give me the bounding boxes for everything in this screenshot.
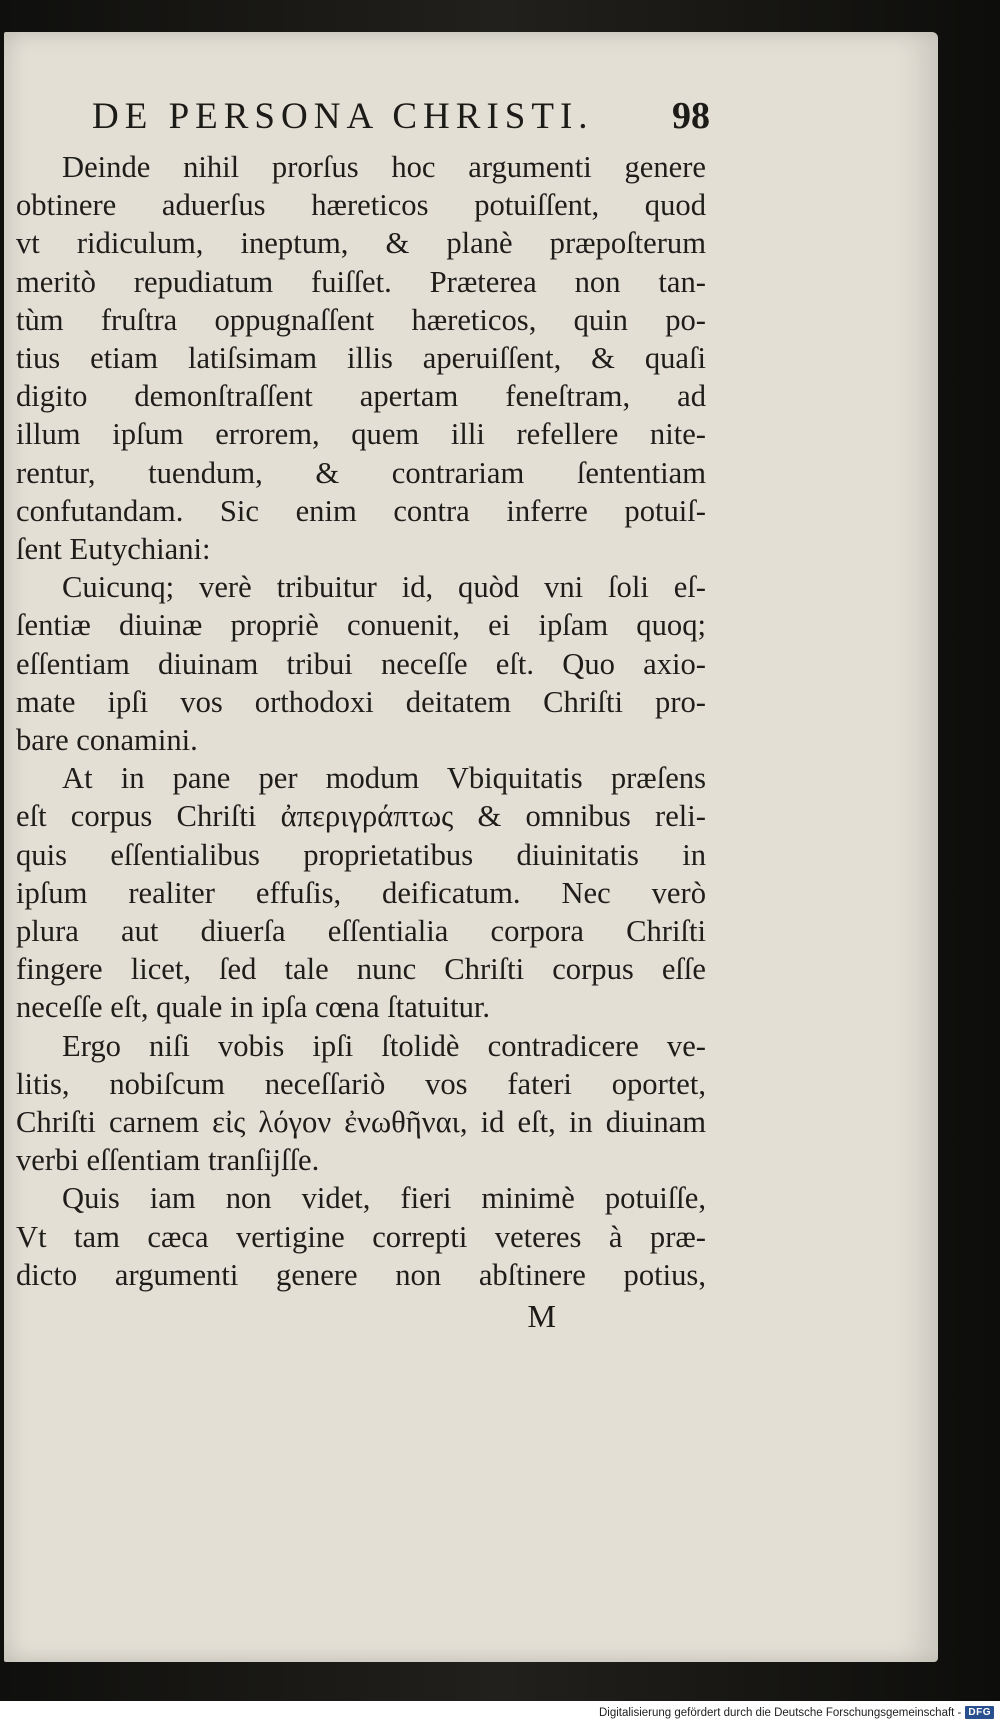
text-line: quis eſſentialibus proprietatibus diuinitatis in [16, 837, 706, 872]
text-line: ipſum realiter effuſis, deificatum. Nec verò [16, 875, 706, 910]
running-head: DE PERSONA CHRISTI. [92, 96, 594, 137]
folio-number: 98 [672, 95, 710, 137]
text-line: vt ridiculum, ineptum, & planè præpoſterum [16, 226, 706, 261]
funding-credit: Digitalisierung gefördert durch die Deutsche Forschungsgemeinschaft - [598, 1706, 962, 1719]
book-page [4, 32, 938, 1662]
digitization-footer [0, 1701, 1000, 1724]
text-line: obtinere aduerſus hæreticos potuiſſent, quod [16, 188, 706, 223]
text-line: dicto argumenti genere non abſtinere potius, [16, 1257, 706, 1292]
text-line: At in pane per modum Vbiquitatis præſens [62, 761, 706, 796]
dfg-logo-icon: DFG [965, 1706, 994, 1719]
text-line: tius etiam latiſsimam illis aperuiſſent, & quaſi [16, 341, 706, 376]
text-line: Ergo niſi vobis ipſi ſtolidè contradicere ve- [62, 1028, 706, 1063]
text-line: meritò repudiatum fuiſſet. Præterea non tan- [16, 264, 706, 299]
page-content [16, 94, 710, 1335]
text-line: illum ipſum errorem, quem illi refellere nite- [16, 417, 706, 452]
text-line: Chriſti carnem εἰς λόγον ἐνωθῆναι, id eſt, in diuinam [16, 1105, 706, 1140]
text-line: fingere licet, ſed tale nunc Chriſti corpus eſſe [16, 952, 706, 987]
text-line: eſt corpus Chriſti ἀπεριγράπτως & omnibus reli- [16, 799, 706, 834]
text-line: plura aut diuerſa eſſentialia corpora Chriſti [16, 914, 706, 949]
text-line: Cuicunq; verè tribuitur id, quòd vni ſoli eſ- [62, 570, 706, 605]
text-line: confutandam. Sic enim contra inferre potuiſ- [16, 493, 706, 528]
body-text [16, 148, 706, 1294]
text-line: ſentiæ diuinæ propriè conuenit, ei ipſam quoq; [16, 608, 706, 643]
text-line: Deinde nihil prorſus hoc argumenti genere [62, 150, 706, 184]
catchword: M [527, 1298, 556, 1335]
text-line: litis, nobiſcum neceſſariò vos fateri oportet, [16, 1066, 706, 1101]
text-line: ſent Eutychiani: [16, 532, 211, 567]
text-line: eſſentiam diuinam tribui neceſſe eſt. Quo axio- [16, 646, 706, 681]
text-line: mate ipſi vos orthodoxi deitatem Chriſti pro- [16, 684, 706, 719]
text-line: tùm fruſtra oppugnaſſent hæreticos, quin po- [16, 302, 706, 337]
text-line: digito demonſtraſſent apertam feneſtram, ad [16, 379, 706, 414]
text-line: Vt tam cæca vertigine correpti veteres à præ- [16, 1219, 706, 1254]
text-line: rentur, tuendum, & contrariam ſententiam [16, 455, 706, 490]
text-line: verbi eſſentiam tranſijſſe. [16, 1143, 320, 1178]
text-line: neceſſe eſt, quale in ipſa cœna ſtatuitur. [16, 990, 491, 1025]
text-line: bare conamini. [16, 723, 198, 758]
page-header [92, 94, 710, 148]
text-line: Quis iam non videt, fieri minimè potuiſſe, [62, 1181, 706, 1216]
